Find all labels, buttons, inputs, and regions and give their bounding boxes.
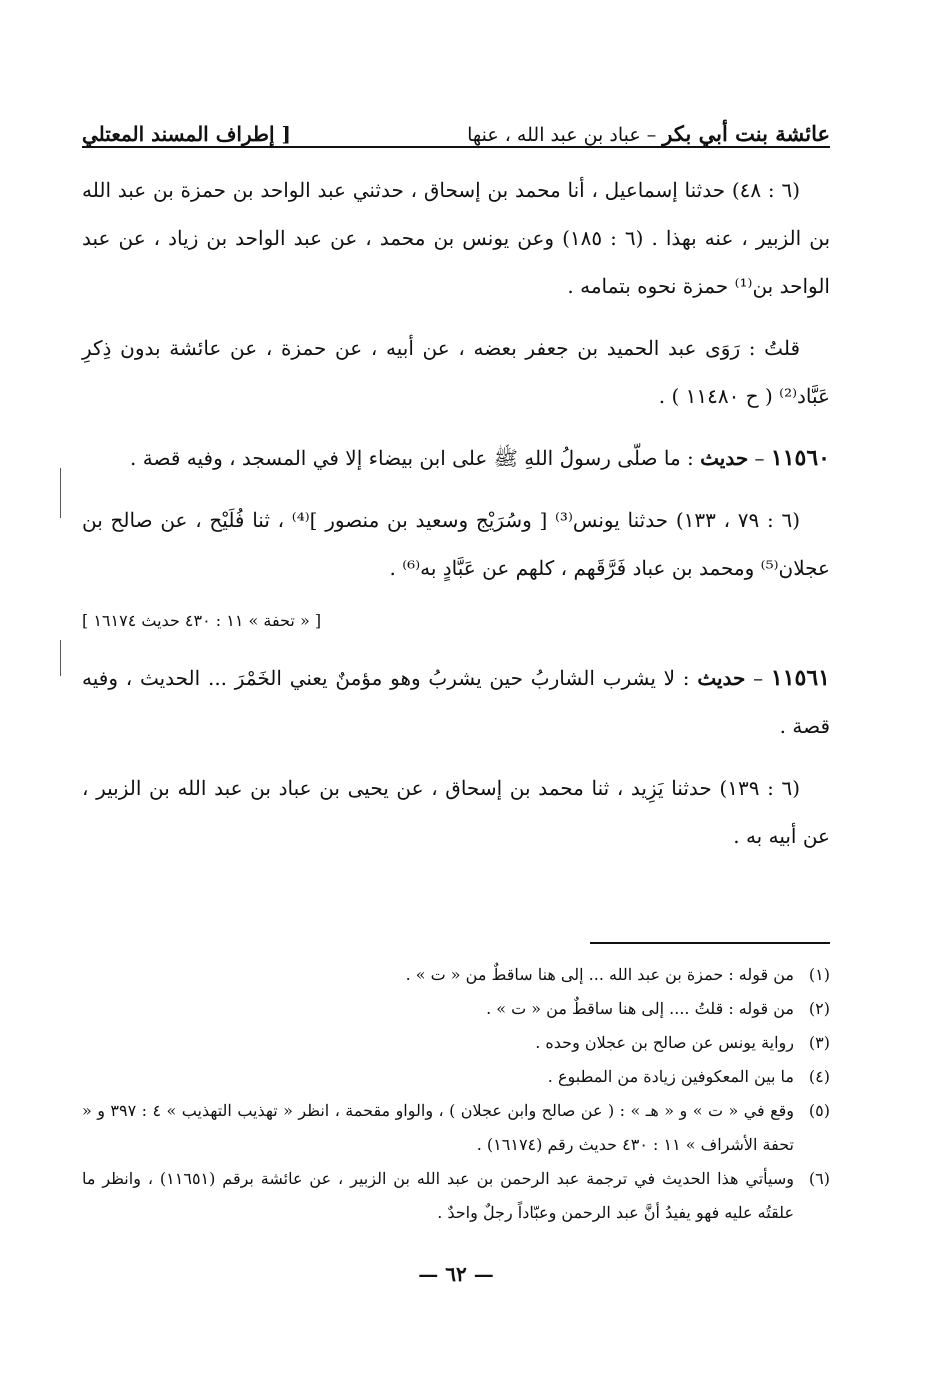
- hadith-11561: ١١٥٦١ – حديث : لا يشرب الشاربُ حين يشربُ وهو مؤمنٌ يعني الخَمْرَ ... الحديث ، وفيه قصة .: [82, 665, 830, 738]
- footnote-text: ما بين المعكوفين زيادة من المطبوع .: [547, 1067, 794, 1086]
- footnote-number: (٣): [808, 1033, 830, 1052]
- header-chapter-title: [467, 121, 830, 146]
- margin-mark: [60, 640, 61, 676]
- paragraph-isnad-1: (٦ : ٤٨) حدثنا إسماعيل ، أنا محمد بن إسحاق ، حدثني عبد الواحد بن حمزة بن عبد الله بن الزبير ، عنه بهذا . (٦ : ١٨٥) وعن يونس بن محمد ، عن عبد الواحد بن زياد ، عن عبد الواحد بن⁽¹⁾ حمزة نحوه بتمامه .: [82, 178, 831, 298]
- paragraph-isnad-2: (٦ : ٧٩ ، ١٣٣) حدثنا يونس⁽³⁾ [ وسُرَيْج وسعيد بن منصور ]⁽⁴⁾ ، ثنا فُلَيْح ، عن صالح بن عجلان⁽⁵⁾ ومحمد بن عباد فَرَّقَهم ، كلهم عن عَبَّادٍ به⁽⁶⁾ .: [82, 508, 830, 580]
- hadith-number: ١١٥٦١: [770, 665, 830, 691]
- footnote-number: (٥): [808, 1101, 830, 1120]
- hadith-text: : ما صلّى رسولُ اللهِ ﷺ على ابن بيضاء إلا في المسجد ، وفيه قصة .: [130, 446, 701, 470]
- margin-mark: [60, 468, 61, 518]
- footnote: [82, 1026, 830, 1060]
- footnote-text: وقع في « ت » و « هـ » : ( عن صالح وابن عجلان ) ، والواو مقحمة ، انظر « تهذيب التهذيب » ٤ : ٣٩٧ و « تحفة الأشراف » ١١ : ٤٣٠ حديث رقم (١٦١٧٤) .: [82, 1101, 795, 1154]
- header-chapter-bold: عائشة بنت أبي بكر: [662, 121, 830, 146]
- book-page: [82, 100, 830, 1350]
- main-text: [82, 166, 830, 874]
- footnote-number: (٦): [808, 1169, 830, 1188]
- footnote-text: رواية يونس عن صالح بن عجلان وحده .: [535, 1033, 794, 1052]
- footnote-number: (٢): [808, 999, 830, 1018]
- footnote: [82, 1060, 830, 1094]
- footnote-text: وسيأتي هذا الحديث في ترجمة عبد الرحمن بن عبد الله بن الزبير ، عن عائشة برقم (١١٦٥١) ، وانظر ما علقتُه عليه فهو يفيدُ أنَّ عبد الرحمن وعبّاداً رجلٌ واحدٌ .: [82, 1169, 794, 1222]
- hadith-11560: ١١٥٦٠ – حديث : ما صلّى رسولُ اللهِ ﷺ على ابن بيضاء إلا في المسجد ، وفيه قصة .: [130, 445, 830, 471]
- header-book-title: [ إطراف المسند المعتلي: [82, 122, 291, 146]
- page-number: — ٦٢ —: [418, 1262, 494, 1286]
- hadith-keyword: حديث: [697, 666, 746, 690]
- footnote-separator: [590, 942, 830, 944]
- footnote: [82, 1094, 830, 1162]
- tuhfa-reference: [ « تحفة » ١١ : ٤٣٠ حديث ١٦١٧٤ ]: [82, 611, 322, 630]
- footnote-text: من قوله : حمزة بن عبد الله ... إلى هنا ساقطٌ من « ت » .: [405, 965, 794, 984]
- footnotes: [82, 958, 830, 1230]
- running-header: [82, 106, 830, 148]
- paragraph-note-qultu: قلتُ : رَوَى عبد الحميد بن جعفر بعضه ، عن أبيه ، عن حمزة ، عن عائشة بدون ذِكرِ عَبَّاد⁽²⁾ ( ح ١١٤٨٠ ) .: [82, 336, 830, 408]
- footnote-text: من قوله : قلتُ .... إلى هنا ساقطٌ من « ت » .: [486, 999, 794, 1018]
- hadith-keyword: حديث: [700, 446, 749, 470]
- header-chapter-rest: – عباد بن عبد الله ، عنها: [467, 124, 663, 146]
- paragraph-isnad-3: (٦ : ١٣٩) حدثنا يَزِيد ، ثنا محمد بن إسحاق ، عن يحيى بن عباد بن عبد الله بن الزبير ، عن أبيه به .: [82, 776, 830, 848]
- footnote: [82, 992, 830, 1026]
- footnote: [82, 1162, 830, 1230]
- footnote-number: (٤): [808, 1067, 830, 1086]
- hadith-text: : لا يشرب الشاربُ حين يشربُ وهو مؤمنٌ يعني الخَمْرَ ... الحديث ، وفيه قصة .: [82, 666, 830, 738]
- footnote-number: (١): [808, 965, 830, 984]
- footnote: [82, 958, 830, 992]
- hadith-number: ١١٥٦٠: [770, 445, 830, 471]
